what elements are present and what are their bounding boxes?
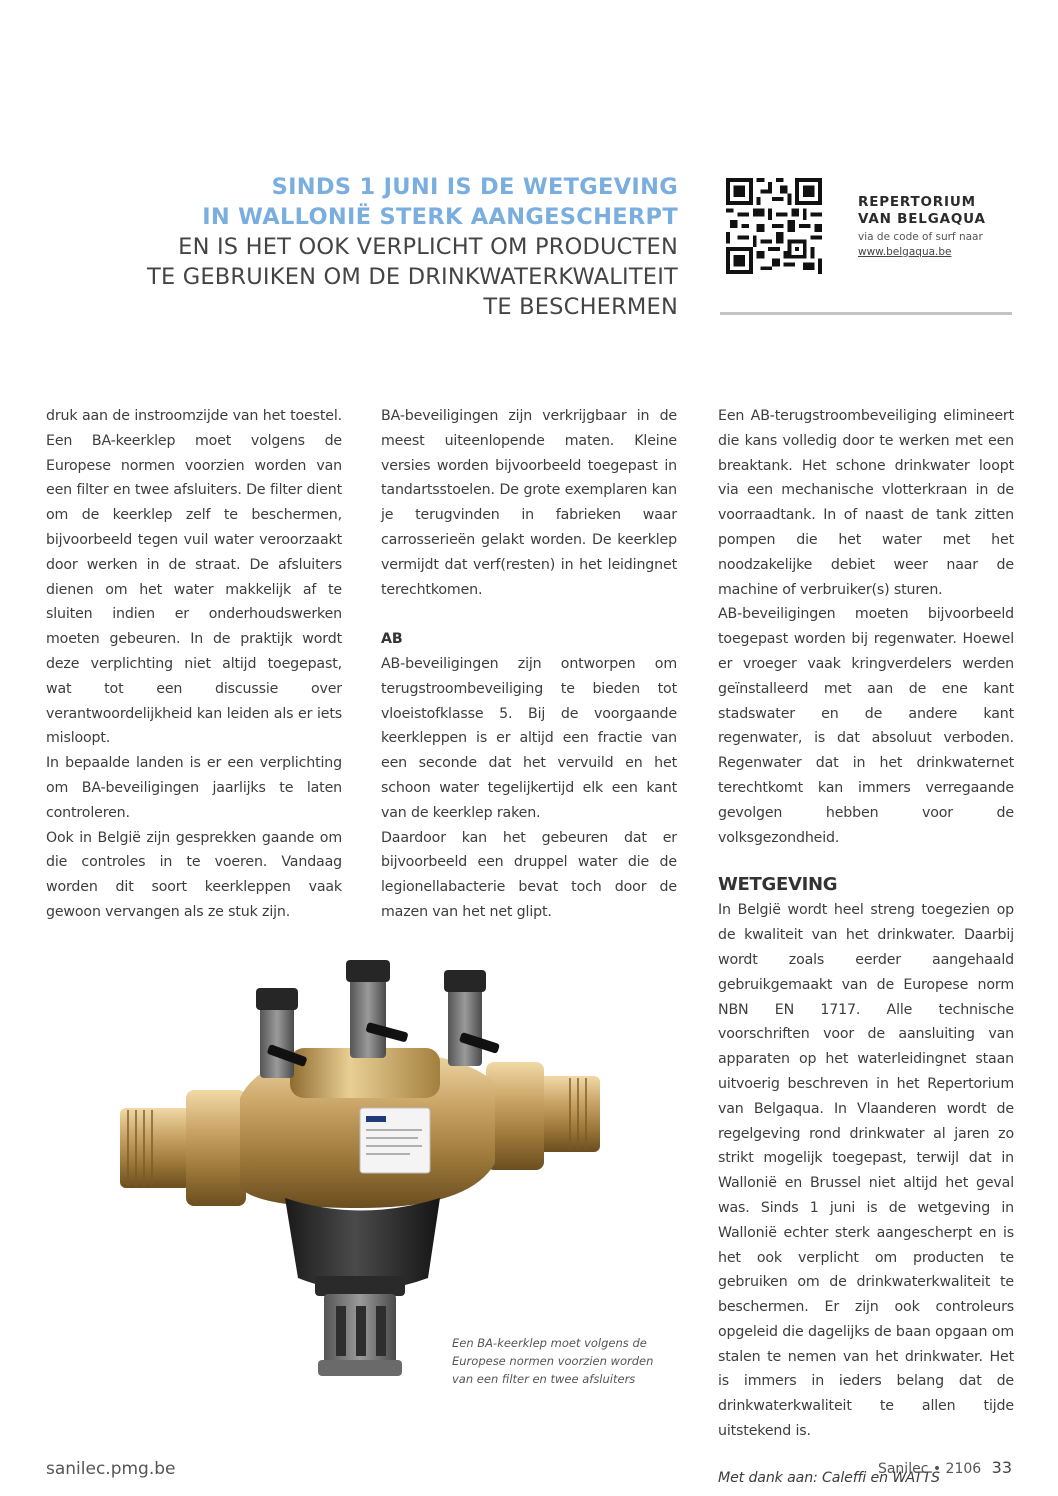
col2-paragraph-1: AB-beveiligingen zijn ontworpen om terugstroombeveiliging te bieden tot vloeistofklasse 5. Bij de voorgaande keerkleppen is er altijd een fractie van een seconde dat het vervuild en het schoon water tegelijkertijd elk een kant van de keerklep raken. [381, 655, 677, 821]
page-number: 33 [991, 1458, 1012, 1477]
photo-caption: Een BA-keerklep moet volgens de Europese normen voorzien worden van een filter en twee afsluiters [452, 1336, 654, 1386]
belgaqua-link[interactable]: www.belgaqua.be [858, 246, 952, 258]
footer-pagination [878, 1458, 1012, 1477]
thanks-line: Met dank aan: Caleffi en WATTS [718, 1469, 940, 1486]
col1-paragraph-2: In bepaalde landen is er een verplichting om BA-beveiligingen jaarlijks te laten controleren. [46, 755, 342, 821]
headline [90, 172, 678, 322]
col3-paragraph-2: AB-beveiligingen moeten bijvoorbeeld toegepast worden bij regenwater. Hoewel er vroeger vaak kringverdelers werden geïnstalleerd met aan de ene kant stadswater en de andere kant regenwater, is dat absoluut verboden. Regenwater dat in het drinkwaternet terechtkomt kan immers verregaande gevolgen hebben voor de volksgezondheid. [718, 606, 1014, 846]
column-2 [381, 404, 677, 925]
repertorium-block [858, 194, 1028, 259]
headline-grey-1: EN IS HET OOK VERPLICHT OM PRODUCTEN [178, 234, 678, 260]
col1-paragraph-3: Ook in België zijn gesprekken gaande om die controles in te voeren. Vandaag worden dit soort keerkleppen vaak gewoon vervangen als ze stuk zijn. [46, 829, 342, 920]
col2-intro: BA-beveiligingen zijn verkrijgbaar in de meest uiteenlopende maten. Kleine versies worden bijvoorbeeld toegepast in tandartsstoelen. De grote exemplaren kan je terugvinden in fabrieken waar carrosserieën gelakt worden. De keerklep vermijdt dat verf(resten) in het leidingnet terechtkomen. [381, 408, 677, 598]
repertorium-subtitle: via de code of surf naar [858, 231, 983, 243]
col3-paragraph-1: Een AB-terugstroombeveiliging elimineert die kans volledig door te werken met een breaktank. Het schone drinkwater loopt via een mechanische vlotterkraan in de voorraadtank. In of naast de tank zitten pompen die het water met het noodzakelijke debiet weer naar de machine of verbruiker(s) sturen. [718, 408, 1014, 598]
repertorium-title-1: REPERTORIUM [858, 194, 976, 210]
qr-code-icon[interactable] [726, 178, 822, 274]
repertorium-title-2: VAN BELGAQUA [858, 211, 986, 227]
headline-grey-2: TE GEBRUIKEN OM DE DRINKWATERKWALITEIT [147, 264, 678, 290]
divider-rule [720, 312, 1012, 315]
wetgeving-paragraph: In België wordt heel streng toegezien op de kwaliteit van het drinkwater. Daarbij wordt zoals eerder aangehaald gebruikgemaakt van de Europese norm NBN EN 1717. Alle technische voorschriften voor de aansluiting van apparaten op het waterleidingnet staan uitvoerig beschreven in het Repertorium van Belgaqua. In Vlaanderen wordt de regelgeving rond drinkwater al jaren zo strikt mogelijk toegepast, terwijl dat in Wallonië en Brussel niet altijd het geval was. Sinds 1 juni is de wetgeving in Wallonië echter sterk aangescherpt en is het ook verplicht om producten te gebruiken om de drinkwaterkwaliteit te beschermen. Er zijn ook controleurs opgeleid die dagelijks de baan opgaan om stalen te nemen van het drinkwater. Het is immers in ieders belang dat de drinkwaterkwaliteit te allen tijde uitstekend is. [718, 902, 1014, 1440]
headline-grey-3: TE BESCHERMEN [483, 294, 678, 320]
ab-heading: AB [381, 631, 403, 648]
headline-blue-1: SINDS 1 JUNI IS DE WETGEVING [271, 174, 678, 200]
col2-paragraph-2: Daardoor kan het gebeuren dat er bijvoorbeeld een druppel water die de legionellabacterie bevat toch door de mazen van het net glipt. [381, 829, 677, 920]
footer-site[interactable]: sanilec.pmg.be [46, 1459, 176, 1479]
col1-paragraph-1: druk aan de instroomzijde van het toestel. Een BA-keerklep moet volgens de Europese normen voorzien worden van een filter en twee afsluiters. De filter dient om de keerklep zelf te beschermen, bijvoorbeeld tegen vuil water veroorzaakt door werken in de straat. De afsluiters dienen om het water makkelijk af te sluiten indien er onderhoudswerken moeten gebeuren. In de praktijk wordt deze verplichting niet altijd toegepast, wat tot een discussie over verantwoordelijkheid kan leiden als er iets misloopt. [46, 408, 342, 747]
footer-magazine: Sanilec • 2106 [877, 1461, 982, 1477]
backflow-valve-image [110, 958, 610, 1398]
column-1 [46, 404, 342, 925]
headline-blue-2: IN WALLONIË STERK AANGESCHERPT [202, 204, 678, 230]
wetgeving-heading: WETGEVING [718, 874, 838, 896]
column-3 [718, 404, 1014, 1491]
